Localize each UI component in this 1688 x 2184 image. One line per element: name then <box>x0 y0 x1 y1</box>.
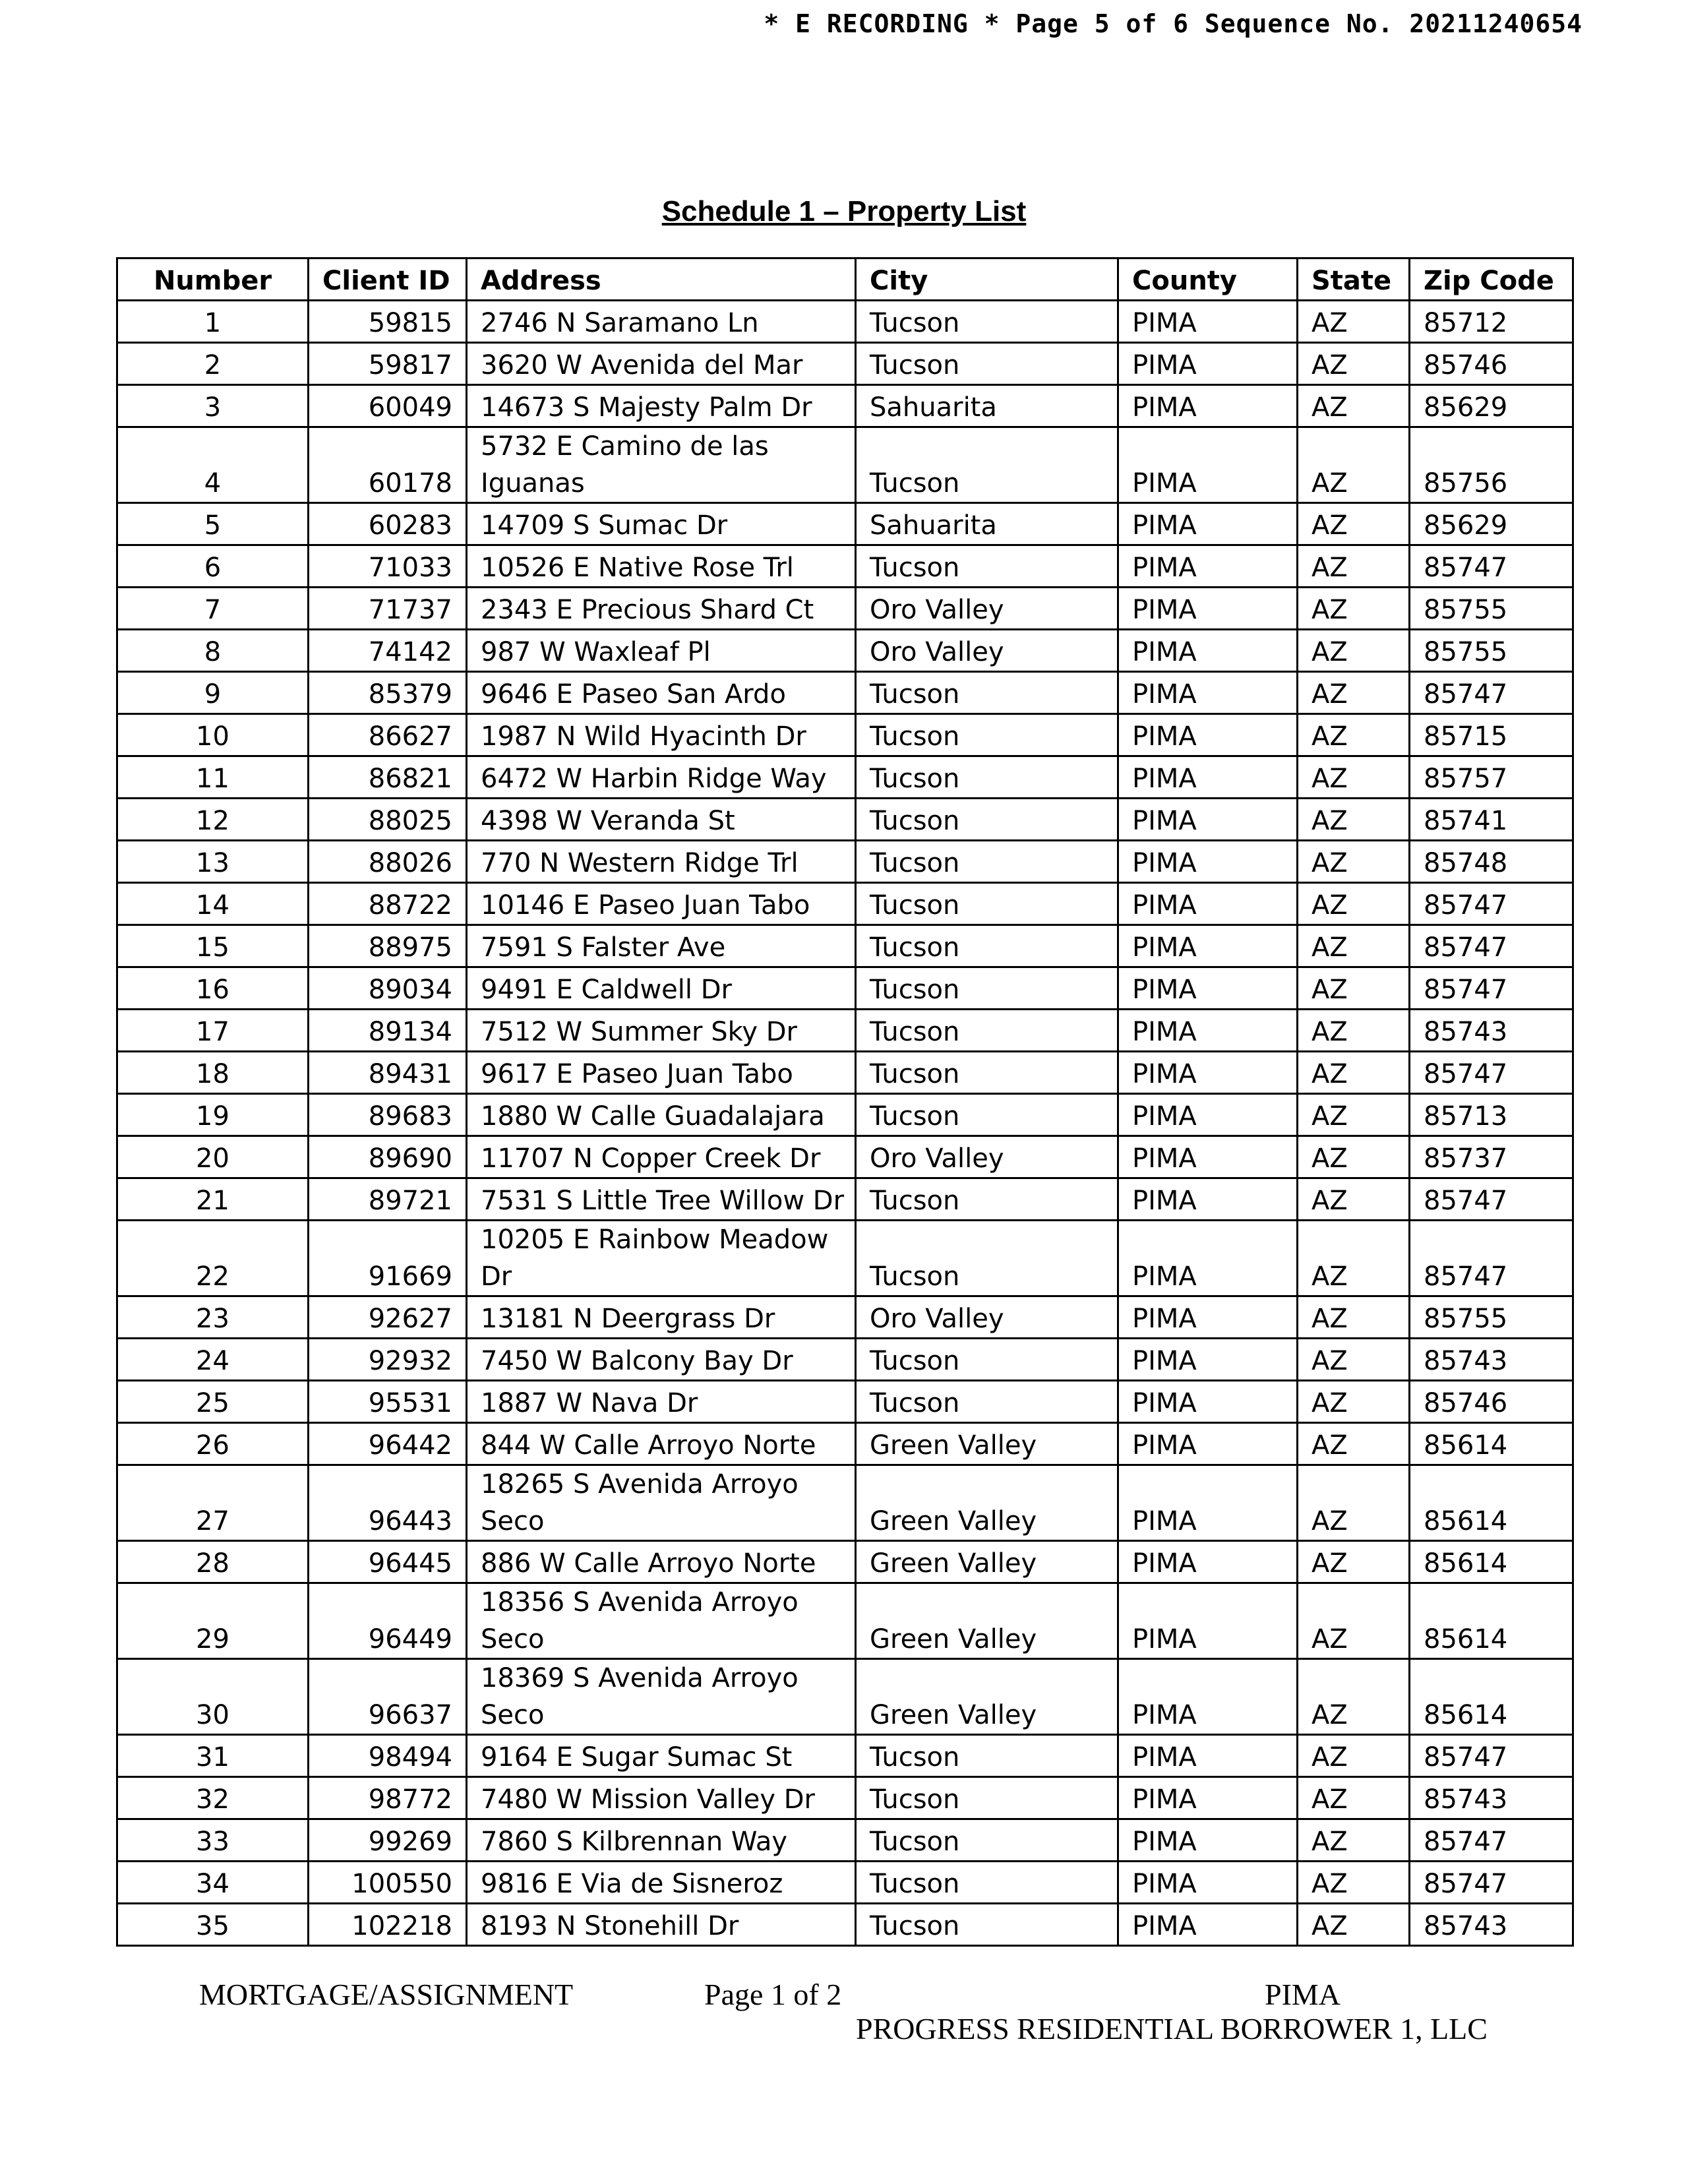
cell-zip-code: 85747 <box>1410 967 1573 1010</box>
cell-state: AZ <box>1298 714 1410 756</box>
cell-zip-code: 85614 <box>1410 1423 1573 1465</box>
cell-county: PIMA <box>1118 883 1298 925</box>
cell-number: 32 <box>117 1777 309 1819</box>
cell-zip-code: 85748 <box>1410 841 1573 883</box>
cell-address: 9816 E Via de Sisneroz <box>467 1862 856 1904</box>
cell-number: 23 <box>117 1296 309 1339</box>
cell-client-id: 60178 <box>309 427 467 503</box>
cell-state: AZ <box>1298 1583 1410 1659</box>
cell-city: Tucson <box>856 427 1118 503</box>
cell-number: 3 <box>117 385 309 427</box>
cell-address: 10205 E Rainbow Meadow Dr <box>467 1221 856 1296</box>
cell-client-id: 96637 <box>309 1659 467 1735</box>
column-header-county: County <box>1118 258 1298 301</box>
cell-city: Tucson <box>856 1010 1118 1052</box>
cell-state: AZ <box>1298 1010 1410 1052</box>
cell-county: PIMA <box>1118 1777 1298 1819</box>
cell-state: AZ <box>1298 1221 1410 1296</box>
table-row <box>117 1659 1573 1735</box>
footer-borrower: PROGRESS RESIDENTIAL BORROWER 1, LLC <box>856 2012 1488 2046</box>
cell-state: AZ <box>1298 841 1410 883</box>
cell-state: AZ <box>1298 630 1410 672</box>
cell-client-id: 96443 <box>309 1465 467 1541</box>
table-row <box>117 841 1573 883</box>
cell-state: AZ <box>1298 1094 1410 1136</box>
cell-number: 6 <box>117 545 309 588</box>
cell-state: AZ <box>1298 1052 1410 1094</box>
table-row <box>117 1136 1573 1178</box>
cell-client-id: 98494 <box>309 1735 467 1777</box>
cell-city: Tucson <box>856 301 1118 343</box>
cell-city: Sahuarita <box>856 385 1118 427</box>
cell-state: AZ <box>1298 427 1410 503</box>
cell-state: AZ <box>1298 588 1410 630</box>
cell-client-id: 89690 <box>309 1136 467 1178</box>
cell-city: Tucson <box>856 1094 1118 1136</box>
table-row <box>117 967 1573 1010</box>
cell-address: 7450 W Balcony Bay Dr <box>467 1339 856 1381</box>
cell-county: PIMA <box>1118 714 1298 756</box>
cell-address: 13181 N Deergrass Dr <box>467 1296 856 1339</box>
property-table <box>116 257 1574 1947</box>
table-row <box>117 343 1573 385</box>
cell-address: 14673 S Majesty Palm Dr <box>467 385 856 427</box>
cell-address: 7512 W Summer Sky Dr <box>467 1010 856 1052</box>
cell-zip-code: 85743 <box>1410 1010 1573 1052</box>
cell-zip-code: 85614 <box>1410 1659 1573 1735</box>
cell-number: 12 <box>117 799 309 841</box>
cell-county: PIMA <box>1118 1136 1298 1178</box>
cell-zip-code: 85747 <box>1410 1862 1573 1904</box>
cell-city: Tucson <box>856 1339 1118 1381</box>
column-header-address: Address <box>467 258 856 301</box>
cell-number: 26 <box>117 1423 309 1465</box>
cell-county: PIMA <box>1118 1010 1298 1052</box>
cell-number: 30 <box>117 1659 309 1735</box>
cell-county: PIMA <box>1118 1465 1298 1541</box>
table-header-row <box>117 258 1573 301</box>
table-row <box>117 672 1573 714</box>
page-title: Schedule 1 – Property List <box>661 195 1027 228</box>
cell-city: Tucson <box>856 756 1118 799</box>
cell-address: 1887 W Nava Dr <box>467 1381 856 1423</box>
cell-zip-code: 85747 <box>1410 1052 1573 1094</box>
footer-county: PIMA <box>1265 1978 1341 2011</box>
cell-client-id: 59817 <box>309 343 467 385</box>
cell-city: Oro Valley <box>856 1296 1118 1339</box>
cell-state: AZ <box>1298 1178 1410 1221</box>
table-row <box>117 1541 1573 1583</box>
cell-state: AZ <box>1298 385 1410 427</box>
cell-client-id: 96449 <box>309 1583 467 1659</box>
cell-number: 15 <box>117 925 309 967</box>
cell-zip-code: 85757 <box>1410 756 1573 799</box>
cell-zip-code: 85755 <box>1410 630 1573 672</box>
cell-address: 4398 W Veranda St <box>467 799 856 841</box>
cell-address: 14709 S Sumac Dr <box>467 503 856 545</box>
cell-state: AZ <box>1298 343 1410 385</box>
cell-address: 886 W Calle Arroyo Norte <box>467 1541 856 1583</box>
cell-city: Tucson <box>856 1381 1118 1423</box>
cell-number: 17 <box>117 1010 309 1052</box>
cell-number: 31 <box>117 1735 309 1777</box>
cell-zip-code: 85746 <box>1410 343 1573 385</box>
table-row <box>117 301 1573 343</box>
cell-zip-code: 85743 <box>1410 1777 1573 1819</box>
table-row <box>117 503 1573 545</box>
cell-number: 19 <box>117 1094 309 1136</box>
cell-zip-code: 85614 <box>1410 1541 1573 1583</box>
cell-county: PIMA <box>1118 503 1298 545</box>
cell-number: 22 <box>117 1221 309 1296</box>
table-row <box>117 1178 1573 1221</box>
cell-county: PIMA <box>1118 1178 1298 1221</box>
cell-zip-code: 85747 <box>1410 672 1573 714</box>
table-row <box>117 1052 1573 1094</box>
cell-county: PIMA <box>1118 1659 1298 1735</box>
table-row <box>117 385 1573 427</box>
cell-city: Tucson <box>856 925 1118 967</box>
cell-city: Oro Valley <box>856 588 1118 630</box>
cell-city: Tucson <box>856 799 1118 841</box>
cell-state: AZ <box>1298 967 1410 1010</box>
cell-client-id: 89134 <box>309 1010 467 1052</box>
cell-number: 5 <box>117 503 309 545</box>
cell-county: PIMA <box>1118 588 1298 630</box>
footer-page-number: Page 1 of 2 <box>704 1978 842 2011</box>
cell-address: 844 W Calle Arroyo Norte <box>467 1423 856 1465</box>
cell-county: PIMA <box>1118 545 1298 588</box>
cell-client-id: 88975 <box>309 925 467 967</box>
cell-city: Tucson <box>856 545 1118 588</box>
table-row <box>117 1465 1573 1541</box>
cell-city: Tucson <box>856 883 1118 925</box>
cell-client-id: 60049 <box>309 385 467 427</box>
cell-city: Tucson <box>856 1735 1118 1777</box>
cell-number: 8 <box>117 630 309 672</box>
cell-state: AZ <box>1298 1904 1410 1946</box>
cell-county: PIMA <box>1118 1904 1298 1946</box>
table-row <box>117 1381 1573 1423</box>
cell-city: Oro Valley <box>856 1136 1118 1178</box>
cell-city: Green Valley <box>856 1659 1118 1735</box>
cell-zip-code: 85747 <box>1410 1819 1573 1862</box>
cell-address: 2343 E Precious Shard Ct <box>467 588 856 630</box>
table-row <box>117 588 1573 630</box>
cell-client-id: 95531 <box>309 1381 467 1423</box>
cell-zip-code: 85747 <box>1410 1221 1573 1296</box>
cell-address: 7591 S Falster Ave <box>467 925 856 967</box>
footer-document-type: MORTGAGE/ASSIGNMENT <box>199 1978 574 2011</box>
cell-zip-code: 85737 <box>1410 1136 1573 1178</box>
column-header-state: State <box>1298 258 1410 301</box>
cell-address: 11707 N Copper Creek Dr <box>467 1136 856 1178</box>
cell-state: AZ <box>1298 883 1410 925</box>
cell-county: PIMA <box>1118 427 1298 503</box>
cell-state: AZ <box>1298 1659 1410 1735</box>
cell-number: 1 <box>117 301 309 343</box>
cell-state: AZ <box>1298 301 1410 343</box>
cell-zip-code: 85741 <box>1410 799 1573 841</box>
cell-zip-code: 85755 <box>1410 1296 1573 1339</box>
cell-state: AZ <box>1298 756 1410 799</box>
cell-city: Green Valley <box>856 1541 1118 1583</box>
cell-client-id: 74142 <box>309 630 467 672</box>
cell-zip-code: 85746 <box>1410 1381 1573 1423</box>
table-row <box>117 1735 1573 1777</box>
cell-county: PIMA <box>1118 672 1298 714</box>
cell-number: 34 <box>117 1862 309 1904</box>
cell-address: 987 W Waxleaf Pl <box>467 630 856 672</box>
cell-zip-code: 85713 <box>1410 1094 1573 1136</box>
cell-state: AZ <box>1298 1541 1410 1583</box>
cell-client-id: 96445 <box>309 1541 467 1583</box>
table-row <box>117 1339 1573 1381</box>
recording-header: * E RECORDING * Page 5 of 6 Sequence No. 20211240654 <box>764 9 1582 38</box>
cell-state: AZ <box>1298 1136 1410 1178</box>
cell-state: AZ <box>1298 1339 1410 1381</box>
table-row <box>117 1819 1573 1862</box>
cell-client-id: 88722 <box>309 883 467 925</box>
cell-number: 28 <box>117 1541 309 1583</box>
cell-county: PIMA <box>1118 841 1298 883</box>
cell-number: 24 <box>117 1339 309 1381</box>
cell-address: 9164 E Sugar Sumac St <box>467 1735 856 1777</box>
cell-zip-code: 85755 <box>1410 588 1573 630</box>
cell-address: 18265 S Avenida Arroyo Seco <box>467 1465 856 1541</box>
table-row <box>117 427 1573 503</box>
cell-zip-code: 85747 <box>1410 925 1573 967</box>
cell-state: AZ <box>1298 1777 1410 1819</box>
cell-address: 1987 N Wild Hyacinth Dr <box>467 714 856 756</box>
cell-zip-code: 85743 <box>1410 1339 1573 1381</box>
cell-client-id: 71737 <box>309 588 467 630</box>
table-row <box>117 1010 1573 1052</box>
cell-number: 13 <box>117 841 309 883</box>
cell-state: AZ <box>1298 1819 1410 1862</box>
cell-state: AZ <box>1298 799 1410 841</box>
cell-client-id: 92932 <box>309 1339 467 1381</box>
cell-city: Tucson <box>856 1862 1118 1904</box>
cell-client-id: 89721 <box>309 1178 467 1221</box>
table-row <box>117 630 1573 672</box>
cell-client-id: 92627 <box>309 1296 467 1339</box>
cell-city: Tucson <box>856 1904 1118 1946</box>
cell-state: AZ <box>1298 545 1410 588</box>
cell-client-id: 71033 <box>309 545 467 588</box>
cell-client-id: 59815 <box>309 301 467 343</box>
cell-state: AZ <box>1298 1381 1410 1423</box>
cell-state: AZ <box>1298 1296 1410 1339</box>
cell-client-id: 89431 <box>309 1052 467 1094</box>
cell-city: Tucson <box>856 1777 1118 1819</box>
cell-client-id: 98772 <box>309 1777 467 1819</box>
cell-county: PIMA <box>1118 1221 1298 1296</box>
cell-city: Green Valley <box>856 1423 1118 1465</box>
cell-address: 18369 S Avenida Arroyo Seco <box>467 1659 856 1735</box>
table-row <box>117 1862 1573 1904</box>
table-row <box>117 799 1573 841</box>
cell-city: Tucson <box>856 967 1118 1010</box>
column-header-city: City <box>856 258 1118 301</box>
cell-county: PIMA <box>1118 1423 1298 1465</box>
table-row <box>117 1221 1573 1296</box>
cell-county: PIMA <box>1118 1296 1298 1339</box>
cell-number: 16 <box>117 967 309 1010</box>
cell-number: 14 <box>117 883 309 925</box>
cell-city: Tucson <box>856 343 1118 385</box>
cell-county: PIMA <box>1118 1735 1298 1777</box>
cell-address: 9646 E Paseo San Ardo <box>467 672 856 714</box>
table-row <box>117 1777 1573 1819</box>
cell-client-id: 86821 <box>309 756 467 799</box>
cell-city: Tucson <box>856 1221 1118 1296</box>
column-header-client-id: Client ID <box>309 258 467 301</box>
cell-zip-code: 85747 <box>1410 545 1573 588</box>
cell-number: 4 <box>117 427 309 503</box>
cell-zip-code: 85712 <box>1410 301 1573 343</box>
table-row <box>117 883 1573 925</box>
column-header-number: Number <box>117 258 309 301</box>
cell-city: Tucson <box>856 1819 1118 1862</box>
cell-number: 10 <box>117 714 309 756</box>
cell-city: Tucson <box>856 714 1118 756</box>
cell-address: 10146 E Paseo Juan Tabo <box>467 883 856 925</box>
cell-address: 2746 N Saramano Ln <box>467 301 856 343</box>
table-row <box>117 1583 1573 1659</box>
cell-number: 25 <box>117 1381 309 1423</box>
cell-zip-code: 85743 <box>1410 1904 1573 1946</box>
cell-city: Sahuarita <box>856 503 1118 545</box>
cell-city: Tucson <box>856 1052 1118 1094</box>
cell-address: 5732 E Camino de las Iguanas <box>467 427 856 503</box>
cell-zip-code: 85715 <box>1410 714 1573 756</box>
cell-city: Tucson <box>856 1178 1118 1221</box>
cell-number: 21 <box>117 1178 309 1221</box>
cell-client-id: 91669 <box>309 1221 467 1296</box>
table-row <box>117 1904 1573 1946</box>
cell-zip-code: 85747 <box>1410 883 1573 925</box>
cell-state: AZ <box>1298 925 1410 967</box>
cell-number: 18 <box>117 1052 309 1094</box>
cell-state: AZ <box>1298 672 1410 714</box>
cell-zip-code: 85629 <box>1410 385 1573 427</box>
cell-county: PIMA <box>1118 1819 1298 1862</box>
cell-address: 6472 W Harbin Ridge Way <box>467 756 856 799</box>
cell-address: 18356 S Avenida Arroyo Seco <box>467 1583 856 1659</box>
table-row <box>117 1094 1573 1136</box>
cell-state: AZ <box>1298 1862 1410 1904</box>
cell-state: AZ <box>1298 503 1410 545</box>
cell-county: PIMA <box>1118 756 1298 799</box>
cell-county: PIMA <box>1118 1583 1298 1659</box>
table-row <box>117 545 1573 588</box>
cell-client-id: 86627 <box>309 714 467 756</box>
cell-county: PIMA <box>1118 1541 1298 1583</box>
cell-state: AZ <box>1298 1423 1410 1465</box>
cell-zip-code: 85747 <box>1410 1178 1573 1221</box>
cell-number: 2 <box>117 343 309 385</box>
cell-address: 9491 E Caldwell Dr <box>467 967 856 1010</box>
cell-client-id: 102218 <box>309 1904 467 1946</box>
cell-client-id: 96442 <box>309 1423 467 1465</box>
cell-county: PIMA <box>1118 967 1298 1010</box>
cell-address: 7480 W Mission Valley Dr <box>467 1777 856 1819</box>
cell-address: 7531 S Little Tree Willow Dr <box>467 1178 856 1221</box>
cell-number: 11 <box>117 756 309 799</box>
cell-client-id: 100550 <box>309 1862 467 1904</box>
cell-address: 10526 E Native Rose Trl <box>467 545 856 588</box>
cell-state: AZ <box>1298 1735 1410 1777</box>
cell-zip-code: 85614 <box>1410 1583 1573 1659</box>
cell-county: PIMA <box>1118 1052 1298 1094</box>
cell-county: PIMA <box>1118 925 1298 967</box>
cell-number: 27 <box>117 1465 309 1541</box>
cell-address: 3620 W Avenida del Mar <box>467 343 856 385</box>
cell-city: Oro Valley <box>856 630 1118 672</box>
cell-city: Tucson <box>856 841 1118 883</box>
cell-number: 29 <box>117 1583 309 1659</box>
cell-client-id: 60283 <box>309 503 467 545</box>
table-body <box>117 301 1573 1946</box>
cell-county: PIMA <box>1118 1381 1298 1423</box>
cell-address: 8193 N Stonehill Dr <box>467 1904 856 1946</box>
cell-city: Green Valley <box>856 1583 1118 1659</box>
cell-number: 20 <box>117 1136 309 1178</box>
cell-client-id: 89683 <box>309 1094 467 1136</box>
cell-zip-code: 85756 <box>1410 427 1573 503</box>
column-header-zip-code: Zip Code <box>1410 258 1573 301</box>
cell-city: Tucson <box>856 672 1118 714</box>
cell-county: PIMA <box>1118 799 1298 841</box>
cell-number: 9 <box>117 672 309 714</box>
cell-client-id: 85379 <box>309 672 467 714</box>
cell-city: Green Valley <box>856 1465 1118 1541</box>
cell-county: PIMA <box>1118 301 1298 343</box>
cell-client-id: 88026 <box>309 841 467 883</box>
cell-number: 7 <box>117 588 309 630</box>
cell-county: PIMA <box>1118 1862 1298 1904</box>
cell-client-id: 88025 <box>309 799 467 841</box>
cell-county: PIMA <box>1118 385 1298 427</box>
cell-state: AZ <box>1298 1465 1410 1541</box>
cell-zip-code: 85629 <box>1410 503 1573 545</box>
table-row <box>117 1296 1573 1339</box>
table-row <box>117 714 1573 756</box>
cell-county: PIMA <box>1118 1094 1298 1136</box>
cell-county: PIMA <box>1118 1339 1298 1381</box>
table-row <box>117 756 1573 799</box>
table-row <box>117 1423 1573 1465</box>
cell-address: 1880 W Calle Guadalajara <box>467 1094 856 1136</box>
cell-county: PIMA <box>1118 343 1298 385</box>
cell-address: 9617 E Paseo Juan Tabo <box>467 1052 856 1094</box>
cell-county: PIMA <box>1118 630 1298 672</box>
table-row <box>117 925 1573 967</box>
cell-address: 770 N Western Ridge Trl <box>467 841 856 883</box>
cell-number: 33 <box>117 1819 309 1862</box>
cell-address: 7860 S Kilbrennan Way <box>467 1819 856 1862</box>
cell-client-id: 99269 <box>309 1819 467 1862</box>
cell-zip-code: 85747 <box>1410 1735 1573 1777</box>
cell-zip-code: 85614 <box>1410 1465 1573 1541</box>
cell-client-id: 89034 <box>309 967 467 1010</box>
cell-number: 35 <box>117 1904 309 1946</box>
